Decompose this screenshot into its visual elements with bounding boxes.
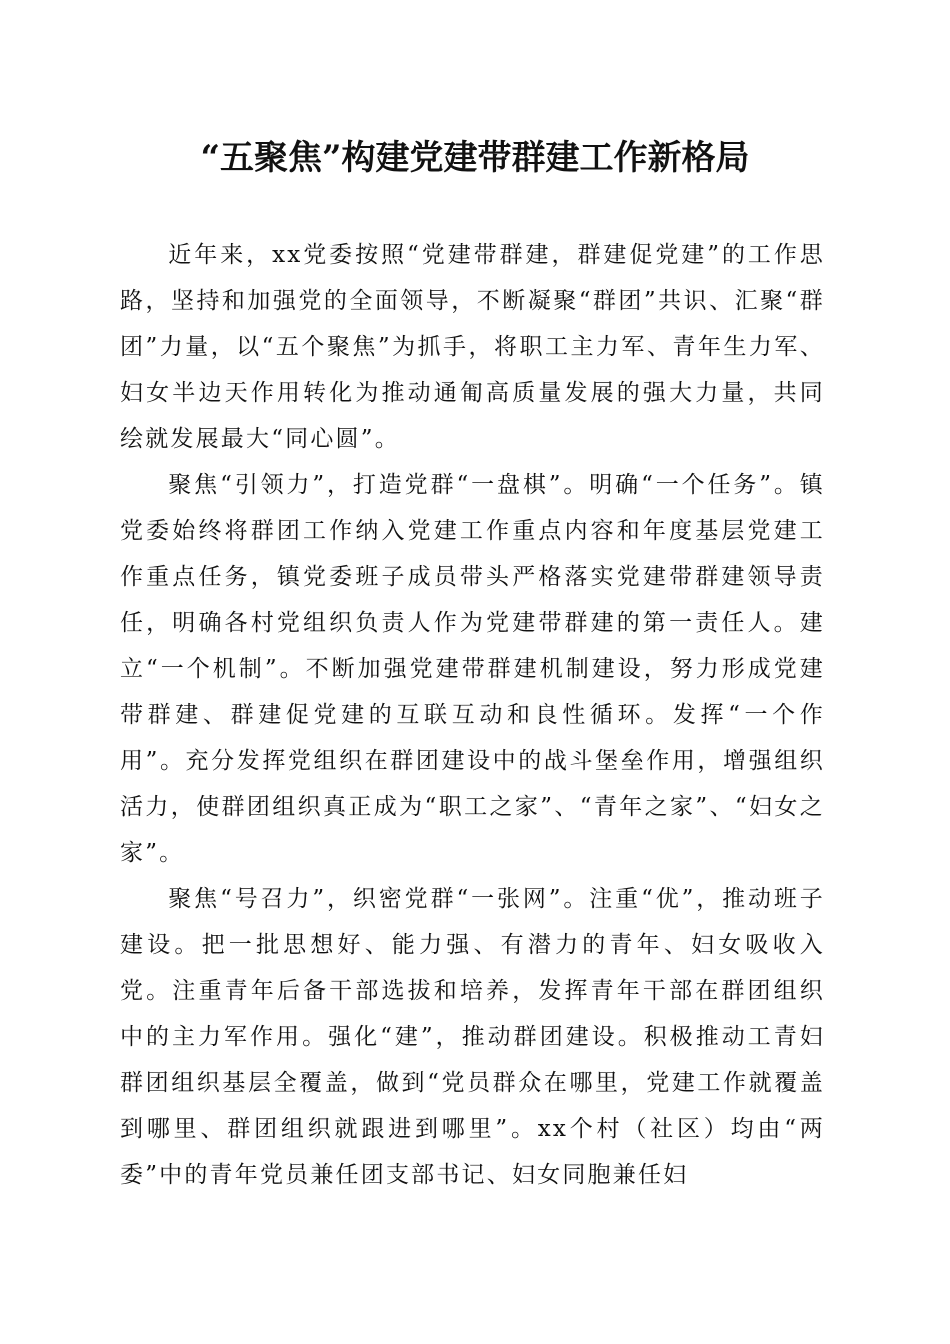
document-body <box>120 232 825 1198</box>
paragraph-leadership: 聚焦“引领力”，打造党群“一盘棋”。明确“一个任务”。镇党委始终将群团工作纳入党建工作重点内容和年度基层党建工作重点任务，镇党委班子成员带头严格落实党建带群建领导责任，明确各村党组织负责人作为党建带群建的第一责任人。建立“一个机制”。不断加强党建带群建机制建设，努力形成党建带群建、群建促党建的互联互动和良性循环。发挥“一个作用”。充分发挥党组织在群团建设中的战斗堡垒作用，增强组织活力，使群团组织真正成为“职工之家”、“青年之家”、“妇女之家”。 <box>120 472 825 866</box>
document-title: “五聚焦”构建党建带群建工作新格局 <box>200 138 750 178</box>
paragraph-appeal: 聚焦“号召力”，织密党群“一张网”。注重“优”，推动班子建设。把一批思想好、能力强、有潜力的青年、妇女吸收入党。注重青年后备干部选拔和培养，发挥青年干部在群团组织中的主力军作用。强化“建”，推动群团建设。积极推动工青妇群团组织基层全覆盖，做到“党员群众在哪里，党建工作就覆盖到哪里、群团组织就跟进到哪里”。xx个村（社区）均由“两委”中的青年党员兼任团支部书记、妇女同胞兼任妇 <box>120 886 825 1188</box>
paragraph-intro: 近年来，xx党委按照“党建带群建，群建促党建”的工作思路，坚持和加强党的全面领导，不断凝聚“群团”共识、汇聚“群团”力量，以“五个聚焦”为抓手，将职工主力军、青年生力军、妇女半边天作用转化为推动通匍高质量发展的强大力量，共同绘就发展最大“同心圆”。 <box>120 242 825 452</box>
